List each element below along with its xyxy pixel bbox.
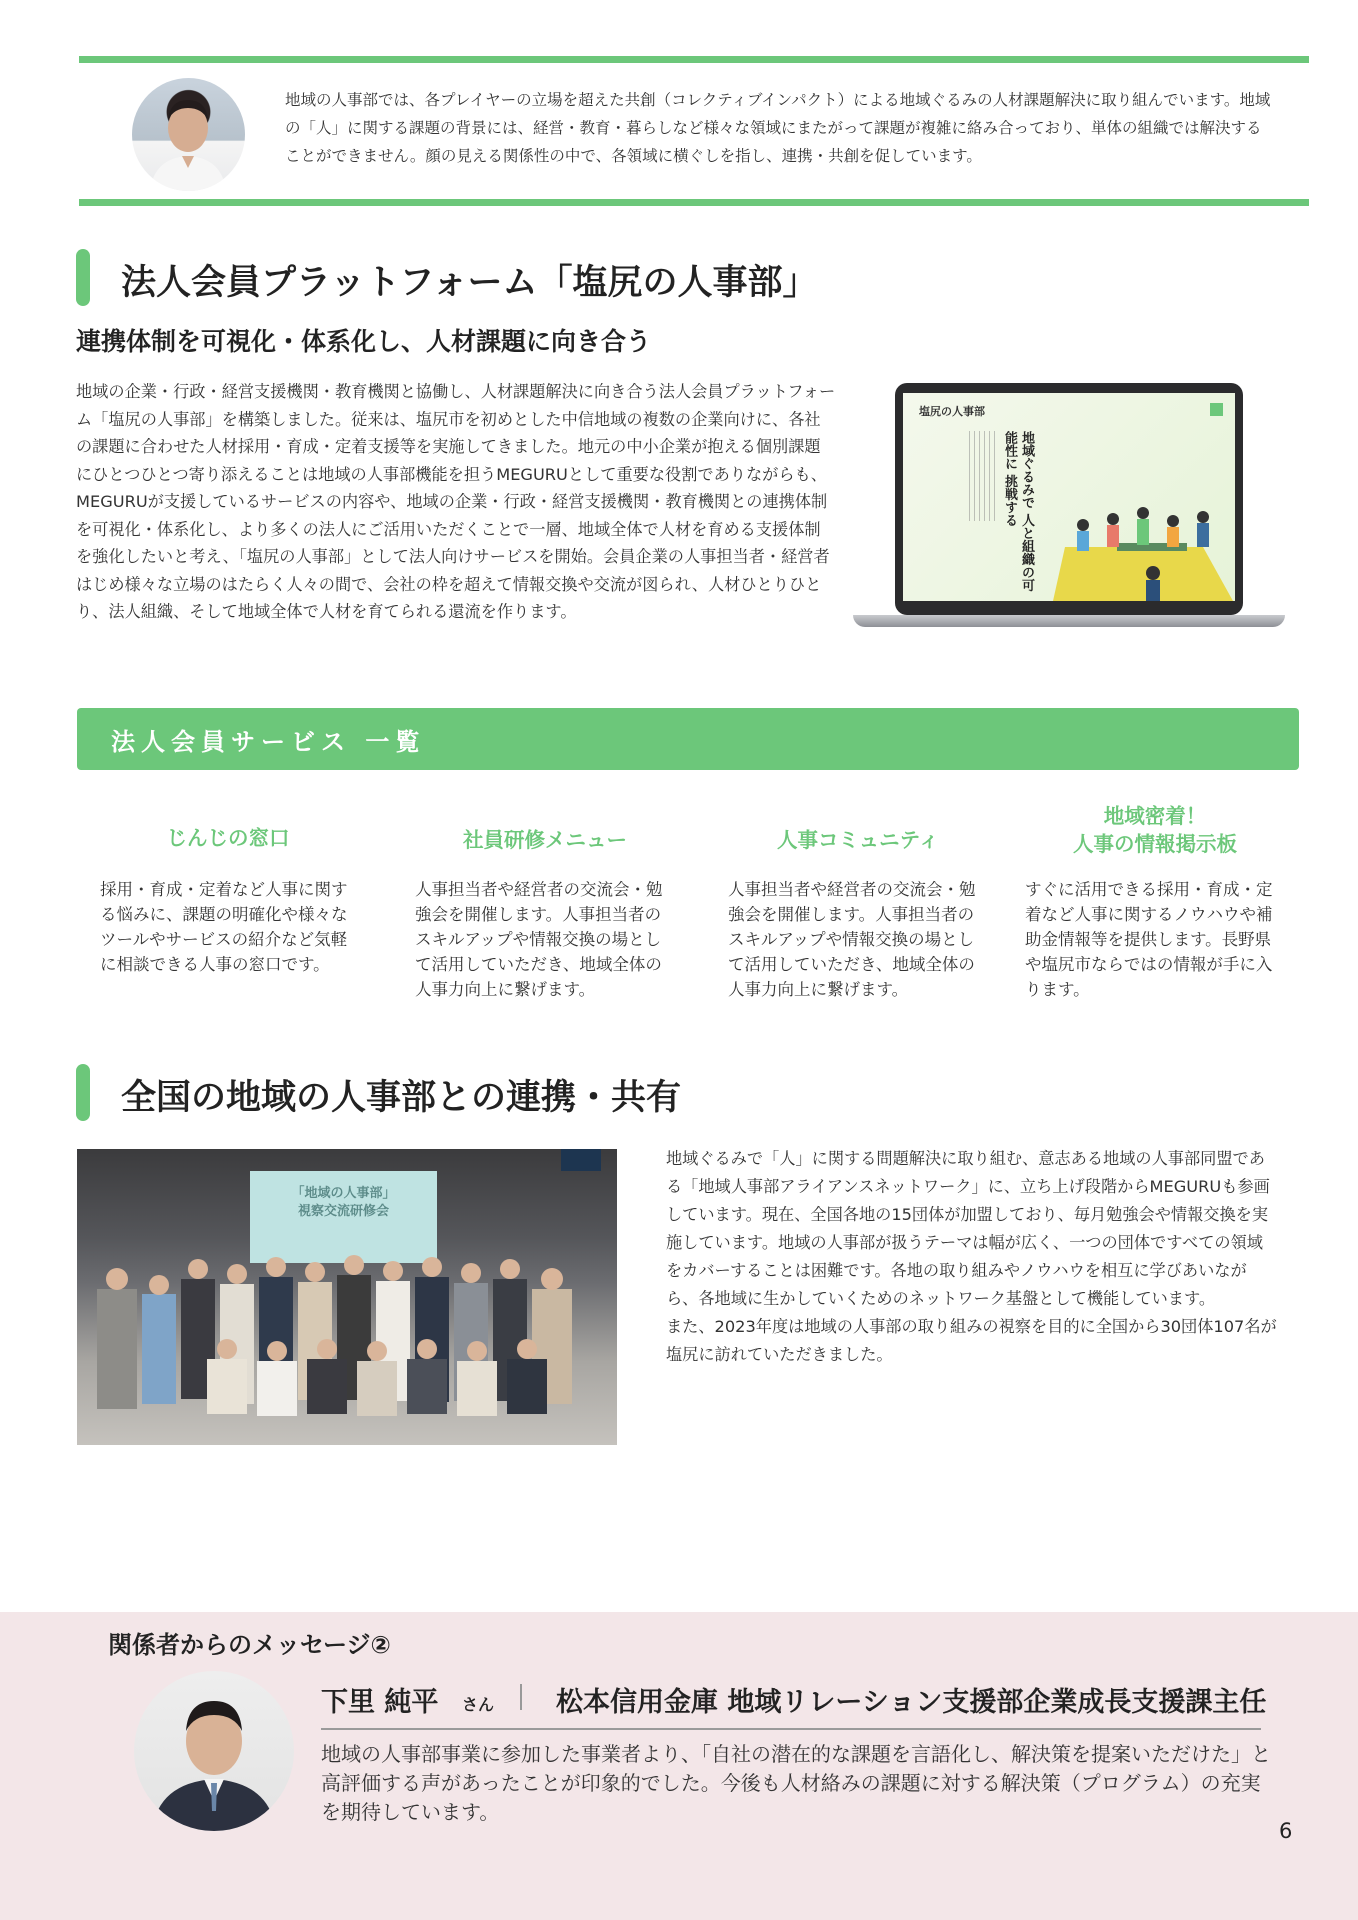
section-title: 全国の地域の人事部との連携・共有 <box>121 1078 682 1118</box>
website-preview <box>903 393 1235 601</box>
website-headline: 地域ぐるみで 人と組織の可能性に 挑戦する <box>1002 431 1034 592</box>
group-photo <box>77 1149 617 1445</box>
people-illustration <box>1053 503 1233 601</box>
speaker-name: 下里 純平 <box>321 1687 439 1718</box>
laptop-screen <box>895 383 1243 615</box>
intro-box <box>79 56 1309 206</box>
section-accent-bar <box>76 1064 90 1121</box>
section-accent-bar <box>76 249 90 306</box>
message-text: 地域の人事部事業に参加した事業者より、「自社の潜在的な課題を言語化し、解決策を提案いただけた」と高評価する声があったことが印象的でした。今後も人材絡みの課題に対する解決策（プログラム）の充実を期待しています。 <box>321 1742 1271 1824</box>
section-title: 法人会員プラットフォーム「塩尻の人事部」 <box>121 263 818 303</box>
projection-text: 「地域の人事部」 視察交流研修会 <box>291 1186 396 1219</box>
intro-text: 地域の人事部では、各プレイヤーの立場を超えた共創（コレクティブインパクト）による地域ぐるみの人材課題解決に取り組んでいます。地域の「人」に関する課題の背景には、経営・教育・暮らしなど様々な領域にまたがって課題が複雑に絡み合っており、単体の組織では解決することができません。顔の見える関係性の中で、各領域に横ぐしを指し、連携・共創を促しています。 <box>285 91 1271 165</box>
vertical-small-text <box>969 431 995 521</box>
divider-line <box>321 1728 1261 1730</box>
service-text: 人事担当者や経営者の交流会・勉強会を開催します。人事担当者のスキルアップや情報交換の場として活用していただき、地域全体の人事力向上に繋げます。 <box>415 880 663 999</box>
page-number: 6 <box>1279 1819 1293 1843</box>
laptop-mockup-image <box>853 383 1285 635</box>
wall-monitor <box>561 1149 601 1171</box>
service-title: じんじの窓口 <box>166 826 290 850</box>
message-portrait-photo <box>134 1671 294 1831</box>
service-text: 人事担当者や経営者の交流会・勉強会を開催します。人事担当者のスキルアップや情報交換の場として活用していただき、地域全体の人事力向上に繋げます。 <box>728 880 976 999</box>
menu-icon <box>1210 403 1223 416</box>
speaker-organization: 松本信用金庫 地域リレーション支援部企業成長支援課主任 <box>556 1687 1267 1718</box>
service-text: 採用・育成・定着など人事に関する悩みに、課題の明確化や様々なツールやサービスの紹介など気軽に相談できる人事の窓口です。 <box>100 880 348 974</box>
service-title: 地域密着！ 人事の情報掲示板 <box>1073 804 1237 856</box>
service-title: 人事コミュニティ <box>777 828 939 852</box>
intro-portrait-photo <box>132 78 245 191</box>
network-paragraph-2: また、2023年度は地域の人事部の取り組みの視察を目的に全国から30団体107名が塩尻に訪れていただきました。 <box>666 1317 1277 1364</box>
laptop-base <box>853 615 1285 627</box>
network-body-text <box>666 1145 1278 1369</box>
website-title: 塩尻の人事部 <box>919 405 985 418</box>
section-body-text: 地域の企業・行政・経営支援機関・教育機関と協働し、人材課題解決に向き合う法人会員プラットフォーム「塩尻の人事部」を構築しました。従来は、塩尻市を初めとした中信地域の複数の企業向けに、各社の課題に合わせた人材採用・育成・定着支援等を実施してきました。地元の中小企業が抱える個別課題にひとつひとつ寄り添えることは地域の人事部機能を担うMEGURUとして重要な役割でありながらも、MEGURUが支援しているサービスの内容や、地域の企業・行政・経営支援機関・教育機関との連携体制を可視化・体系化し、より多くの法人にご活用いただくことで一層、地域全体で人材を育める支援体制を強化したいと考え、「塩尻の人事部」として法人向けサービスを開始。会員企業の人事担当者・経営者はじめ様々な立場のはたらく人々の間で、会社の枠を超えて情報交換や交流が図られ、人材ひとりひとり、法人組織、そして地域全体で人材を育てられる還流を作ります。 <box>76 382 836 621</box>
services-band <box>77 708 1299 770</box>
crowd-of-people <box>97 1249 597 1429</box>
service-title: 社員研修メニュー <box>463 828 627 852</box>
separator <box>520 1684 522 1710</box>
section-subtitle: 連携体制を可視化・体系化し、人材課題に向き合う <box>76 327 652 356</box>
speaker-honorific: さん <box>462 1695 495 1714</box>
message-heading: 関係者からのメッセージ② <box>108 1631 391 1659</box>
services-band-title: 法人会員サービス 一覧 <box>111 728 426 756</box>
network-paragraph-1: 地域ぐるみで「人」に関する問題解決に取り組む、意志ある地域の人事部同盟である「地域人事部アライアンスネットワーク」に、立ち上げ段階からMEGURUも参画しています。現在、全国各地の15団体が加盟しており、毎月勉強会や情報交換を実施しています。地域の人事部が扱うテーマは幅が広く、一つの団体ですべての領域をカバーすることは困難です。各地の取り組みやノウハウを相互に学びあいながら、各地域に生かしていくためのネットワーク基盤として機能しています。 <box>666 1149 1270 1308</box>
service-text: すぐに活用できる採用・育成・定着など人事に関するノウハウや補助金情報等を提供します。長野県や塩尻市ならではの情報が手に入ります。 <box>1025 880 1273 999</box>
